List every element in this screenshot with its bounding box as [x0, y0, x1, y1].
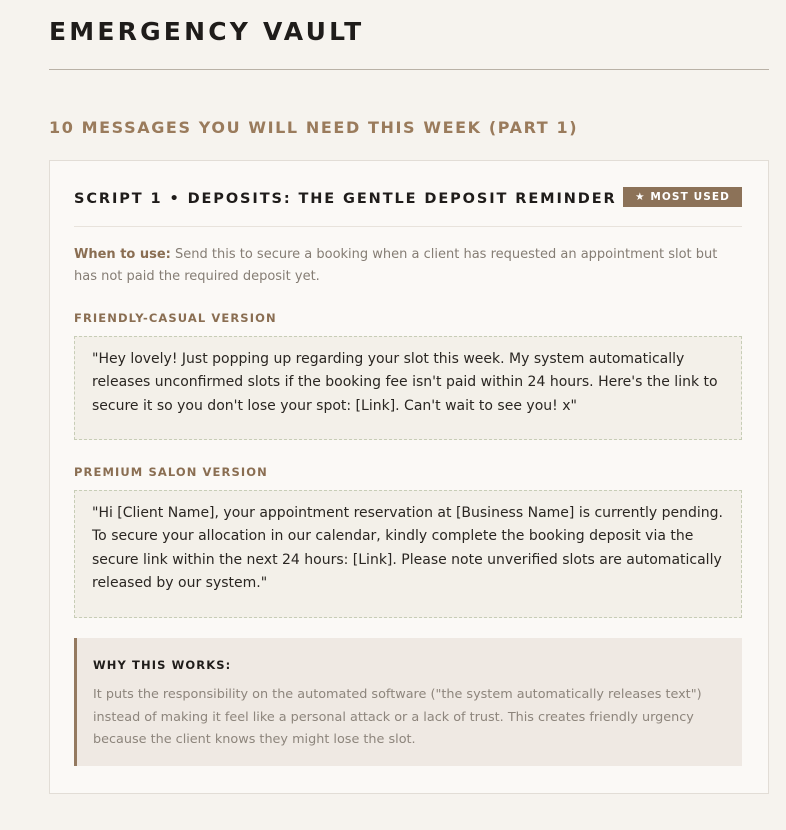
premium-version-label: PREMIUM SALON VERSION [74, 465, 268, 479]
when-to-use-label: When to use: [74, 247, 171, 262]
why-this-works-text: It puts the responsibility on the automated software ("the system automatically releases text") instead of making it feel like a personal attack or a lack of trust. This creates friendly urgency because the client knows they might lose the slot. [93, 687, 702, 748]
why-this-works-callout [74, 638, 742, 766]
script-header [74, 190, 742, 227]
friendly-version-label: FRIENDLY-CASUAL VERSION [74, 311, 277, 325]
most-used-badge: ★ MOST USED [623, 187, 742, 207]
when-to-use [74, 244, 744, 288]
section-title: 10 MESSAGES YOU WILL NEED THIS WEEK (PART 1) [49, 118, 579, 137]
why-this-works-title: WHY THIS WORKS: [93, 658, 232, 672]
when-to-use-text: Send this to secure a booking when a client has requested an appointment slot but has not paid the required deposit yet. [74, 247, 718, 284]
page-title: EMERGENCY VAULT [49, 17, 365, 46]
script-title: SCRIPT 1 • DEPOSITS: THE GENTLE DEPOSIT REMINDER [74, 191, 617, 207]
title-divider [49, 69, 769, 70]
premium-version-script[interactable]: "Hi [Client Name], your appointment reservation at [Business Name] is currently pending. To secure your allocation in our calendar, kindly complete the booking deposit via the secure link within the next 24 hours: [Link]. Please note unverified slots are automatically released by our system." [74, 490, 742, 618]
friendly-version-script[interactable]: "Hey lovely! Just popping up regarding your slot this week. My system automatically releases unconfirmed slots if the booking fee isn't paid within 24 hours. Here's the link to secure it so you don't lose your spot: [Link]. Can't wait to see you! x" [74, 336, 742, 440]
